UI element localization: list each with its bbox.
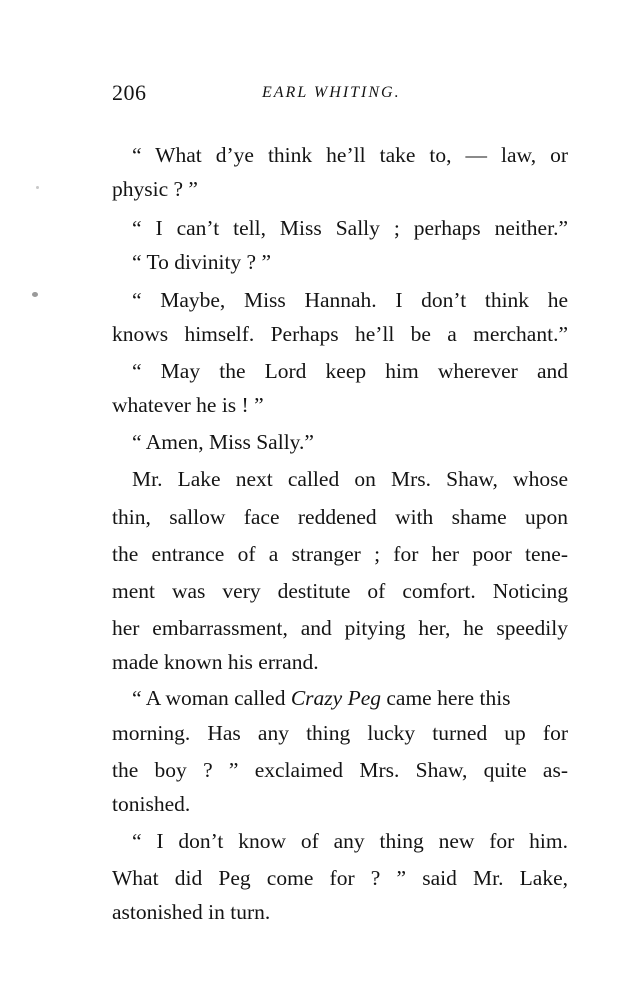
- text-line: “ Maybe, Miss Hannah. I don’t think he: [132, 288, 568, 312]
- text-line: “ Amen, Miss Sally.”: [132, 430, 314, 454]
- text-line: “ To divinity ? ”: [132, 250, 272, 274]
- text-line: “ I don’t know of any thing new for him.: [132, 829, 568, 853]
- text-line: “ May the Lord keep him wherever and: [132, 359, 568, 383]
- text-line: “ What d’ye think he’ll take to, — law, or: [132, 143, 568, 167]
- text-line: knows himself. Perhaps he’ll be a merchant.”: [112, 322, 568, 346]
- text-line: What did Peg come for ? ” said Mr. Lake,: [112, 866, 568, 890]
- text-line: thin, sallow face reddened with shame upon: [112, 505, 568, 529]
- text-run: “ A woman called: [132, 686, 291, 710]
- italic-name: Crazy Peg: [290, 686, 381, 710]
- text-line: physic ? ”: [112, 177, 198, 201]
- page-number: 206: [112, 80, 147, 105]
- page-header: [112, 80, 570, 110]
- text-line: Mr. Lake next called on Mrs. Shaw, whose: [132, 467, 568, 491]
- margin-speck: [32, 292, 38, 297]
- text-line: ment was very destitute of comfort. Noticing: [112, 579, 568, 603]
- text-line: her embarrassment, and pitying her, he speedily: [112, 616, 568, 640]
- margin-speck: [36, 186, 39, 189]
- text-line: “ I can’t tell, Miss Sally ; perhaps neither.”: [132, 216, 568, 240]
- text-line: the boy ? ” exclaimed Mrs. Shaw, quite as-: [112, 758, 568, 782]
- text-line: the entrance of a stranger ; for her poor tene-: [112, 542, 568, 566]
- text-line: whatever he is ! ”: [112, 393, 264, 417]
- text-line: morning. Has any thing lucky turned up for: [112, 721, 568, 745]
- text-line: made known his errand.: [112, 650, 319, 674]
- text-line: astonished in turn.: [112, 900, 271, 924]
- text-run: came here this: [381, 686, 511, 710]
- text-line: tonished.: [112, 792, 191, 816]
- text-line: [132, 681, 568, 715]
- running-head: EARL WHITING.: [262, 84, 401, 101]
